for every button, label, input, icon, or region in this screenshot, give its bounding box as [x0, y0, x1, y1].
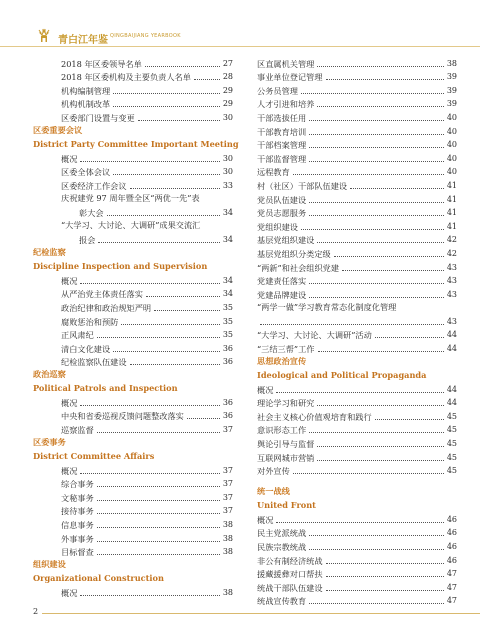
toc-entry[interactable]: 非公有制经济统战 46: [257, 555, 457, 566]
toc-entry-line[interactable]: “两学一做”学习教育常态化制度化管理: [257, 301, 397, 312]
toc-entry[interactable]: 干部监督管理 40: [257, 153, 457, 164]
toc-entry[interactable]: “三结三帮”工作 44: [257, 344, 457, 355]
toc-entry[interactable]: 对外宣传 45: [257, 466, 457, 477]
footer-divider: [42, 613, 480, 614]
section-spacer: [257, 477, 457, 485]
toc-entry[interactable]: 机构机制改革 29: [61, 99, 233, 110]
toc-entry[interactable]: 舆论引导与监督 45: [257, 439, 457, 450]
toc-entry[interactable]: 党员志愿服务 41: [257, 208, 457, 219]
toc-entry[interactable]: 区直属机关管理 38: [257, 58, 457, 69]
toc-entry[interactable]: 干部选拔任用 40: [257, 112, 457, 123]
toc-entry[interactable]: 接待事务 37: [61, 506, 233, 517]
toc-entry-line[interactable]: 庆祝建党 97 周年暨全区“两优一先”表: [61, 192, 200, 203]
toc-entry[interactable]: 人才引进和培养 39: [257, 99, 457, 110]
toc-entry[interactable]: 彰大会 34: [79, 207, 233, 218]
toc-entry[interactable]: 基层党组织建设 42: [257, 235, 457, 246]
section-heading-en: Ideological and Political Propaganda: [257, 370, 427, 381]
toc-entry[interactable]: 党组织建设 41: [257, 221, 457, 232]
section-heading-cn[interactable]: 思想政治宣传: [257, 356, 307, 367]
toc-entry[interactable]: 统战宣传教育 47: [257, 596, 457, 607]
toc-entry[interactable]: 从严治党主体责任落实 34: [61, 289, 233, 300]
toc-entry[interactable]: 概况 44: [257, 384, 457, 395]
toc-entry-line[interactable]: “大学习、大讨论、大调研”成果交流汇: [61, 219, 201, 230]
toc-entry[interactable]: 社会主义核心价值观培育和践行 45: [257, 411, 457, 422]
section-heading-cn[interactable]: 组织建设: [33, 559, 66, 570]
page-header: [0, 0, 480, 48]
toc-entry[interactable]: 外事事务 38: [61, 533, 233, 544]
toc-entry[interactable]: 区委全体会议 30: [61, 167, 233, 178]
toc-entry[interactable]: 区委部门设置与变更 30: [61, 112, 233, 123]
toc-entry[interactable]: 文秘事务 37: [61, 492, 233, 503]
toc-entry[interactable]: 统战干部队伍建设 47: [257, 582, 457, 593]
toc-entry[interactable]: 党员队伍建设 41: [257, 194, 457, 205]
section-heading-cn[interactable]: 统一战线: [257, 486, 290, 497]
toc-entry[interactable]: 概况 36: [61, 397, 233, 408]
section-heading-cn[interactable]: 区委事务: [33, 437, 66, 448]
toc-entry[interactable]: 政治纪律和政治规矩严明 35: [61, 302, 233, 313]
toc-entry[interactable]: 干部教育培训 40: [257, 126, 457, 137]
toc-entry[interactable]: 概况 46: [257, 514, 457, 525]
toc-entry[interactable]: 2018 年区委领导名单 27: [61, 58, 233, 69]
toc-entry[interactable]: 2018 年区委机构及主要负责人名单 28: [61, 72, 233, 83]
toc-entry[interactable]: 43: [257, 314, 457, 328]
section-heading-en: Political Patrols and Inspection: [33, 383, 178, 394]
toc-entry[interactable]: 信息事务 38: [61, 520, 233, 531]
toc-entry[interactable]: 互联网城市营销 45: [257, 452, 457, 463]
toc-entry[interactable]: 干部档案管理 40: [257, 140, 457, 151]
toc-entry[interactable]: “两新”和社会组织党建 43: [257, 262, 457, 273]
toc-entry[interactable]: 报会 34: [79, 235, 233, 246]
header-divider: [0, 46, 480, 47]
toc-entry[interactable]: 目标督查 38: [61, 547, 233, 558]
section-heading-en: District Party Committee Important Meeting: [33, 138, 239, 149]
section-heading-cn[interactable]: 区委重要会议: [33, 124, 83, 135]
toc-entry[interactable]: 党建品牌建设 43: [257, 289, 457, 300]
section-heading-cn[interactable]: 纪检监察: [33, 247, 66, 258]
toc-entry[interactable]: 民主党派统战 46: [257, 528, 457, 539]
toc-entry[interactable]: 机构编制管理 29: [61, 85, 233, 96]
section-heading-en: District Committee Affairs: [33, 451, 155, 462]
toc-entry[interactable]: 概况 34: [61, 275, 233, 286]
toc-entry[interactable]: 中央和省委巡视反馈问题整改落实 36: [61, 411, 233, 422]
toc-entry[interactable]: 纪检监察队伍建设 36: [61, 357, 233, 368]
toc-entry[interactable]: 正风肃纪 35: [61, 330, 233, 341]
toc-entry[interactable]: 事业单位登记管理 39: [257, 72, 457, 83]
toc-entry[interactable]: 村（社区）干部队伍建设 41: [257, 180, 457, 191]
toc-entry[interactable]: 区委经济工作会议 33: [61, 180, 233, 191]
deer-logo-icon: [36, 28, 52, 44]
toc-entry[interactable]: 意识形态工作 45: [257, 425, 457, 436]
toc-entry[interactable]: 概况 38: [61, 587, 233, 598]
toc-entry[interactable]: 理论学习和研究 44: [257, 398, 457, 409]
toc-entry[interactable]: 综合事务 37: [61, 479, 233, 490]
section-heading-en: Organizational Construction: [33, 573, 164, 584]
toc-entry[interactable]: 公务员管理 39: [257, 85, 457, 96]
toc-entry[interactable]: 巡察监督 37: [61, 425, 233, 436]
toc-entry[interactable]: 基层党组织分类定级 42: [257, 248, 457, 259]
yearbook-brand-sub: QINGBAIJIANG YEARBOOK: [110, 33, 181, 39]
yearbook-brand: 青白江年鉴: [58, 35, 108, 46]
toc-entry[interactable]: 远程教育 40: [257, 167, 457, 178]
page-number: 2: [33, 607, 39, 616]
toc-entry[interactable]: 腐败惩治和预防 35: [61, 316, 233, 327]
toc-entry[interactable]: 清白文化建设 36: [61, 343, 233, 354]
section-heading-cn[interactable]: 政治巡察: [33, 369, 66, 380]
section-heading-en: United Front: [257, 500, 316, 511]
section-heading-en: Discipline Inspection and Supervision: [33, 261, 208, 272]
toc-entry[interactable]: 概况 30: [61, 153, 233, 164]
toc-entry[interactable]: 援藏援彝对口帮扶 47: [257, 569, 457, 580]
toc-entry[interactable]: “大学习、大讨论、大调研”活动 44: [257, 330, 457, 341]
toc-entry[interactable]: 民族宗教统战 46: [257, 542, 457, 552]
toc-entry[interactable]: 概况 37: [61, 465, 233, 476]
toc-entry[interactable]: 党建责任落实 43: [257, 276, 457, 287]
toc-right-column: [257, 56, 457, 607]
toc-left-column: [33, 56, 239, 599]
